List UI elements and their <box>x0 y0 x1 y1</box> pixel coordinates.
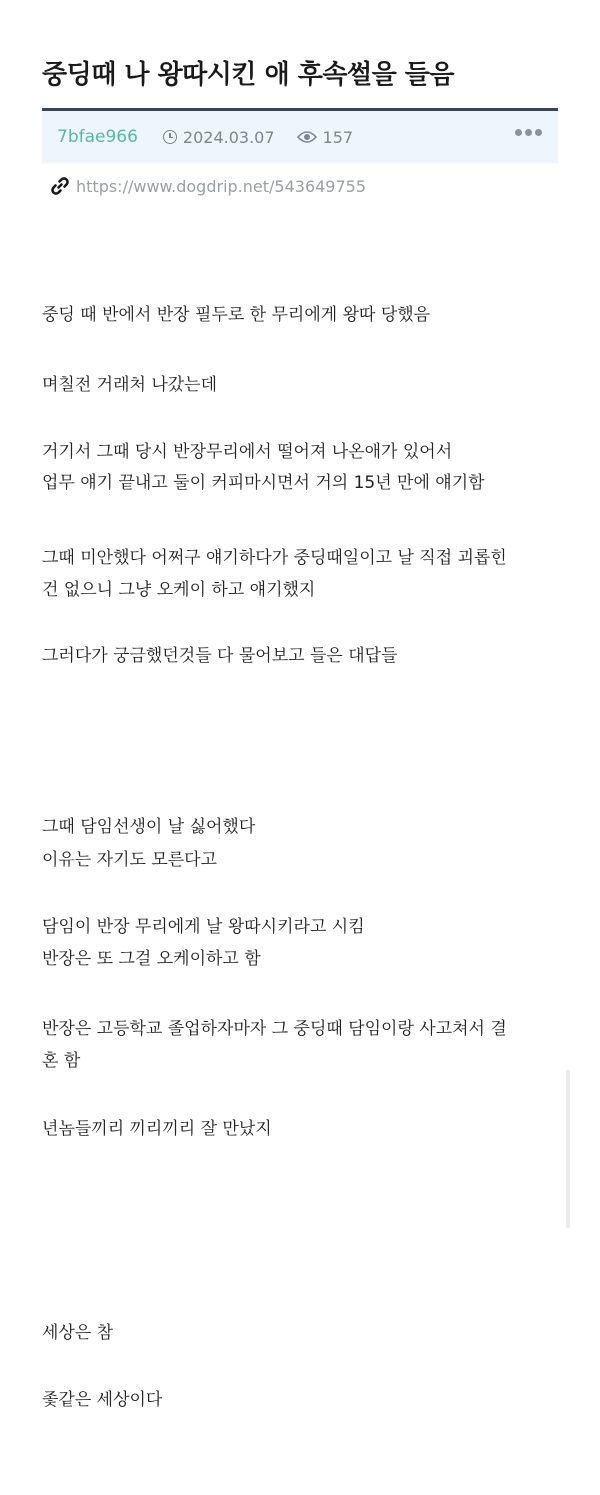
link-icon <box>50 176 70 196</box>
body-line: 중딩 때 반에서 반장 필두로 한 무리에게 왕따 당했음 <box>42 305 431 325</box>
eye-icon <box>297 130 317 144</box>
post-meta-bar <box>42 111 558 163</box>
body-line: 업무 얘기 끝내고 둘이 커피마시면서 거의 15년 만에 얘기함 <box>42 473 485 493</box>
body-line: 며칠전 거래처 나갔는데 <box>42 375 218 395</box>
body-line: 혼 함 <box>42 1051 81 1071</box>
post-url[interactable] <box>50 176 366 196</box>
url-text[interactable]: https://www.dogdrip.net/543649755 <box>76 176 367 196</box>
body-line: 좇같은 세상이다 <box>42 1390 163 1410</box>
author-name[interactable]: 7bfae966 <box>57 127 138 147</box>
scrollbar[interactable] <box>566 1070 570 1228</box>
body-line: 그러다가 궁금했던것들 다 물어보고 들은 대답들 <box>42 646 398 666</box>
views-text: 157 <box>322 127 354 147</box>
post-title: 중딩때 나 왕따시킨 애 후속썰을 들음 <box>42 60 454 90</box>
body-line: 건 없으니 그냥 오케이 하고 얘기했지 <box>42 580 316 600</box>
clock-icon <box>163 130 177 144</box>
more-dots-icon[interactable] <box>515 129 542 136</box>
body-line: 이유는 자기도 모른다고 <box>42 850 218 870</box>
body-line: 세상은 참 <box>42 1323 114 1343</box>
body-line: 거기서 그때 당시 반장무리에서 떨어져 나온애가 있어서 <box>42 442 453 462</box>
body-line: 반장은 고등학교 졸업하자마자 그 중딩때 담임이랑 사고쳐서 결 <box>42 1019 507 1039</box>
view-count <box>297 128 354 147</box>
body-line: 그때 담임선생이 날 싫어했다 <box>42 817 256 837</box>
body-line: 담임이 반장 무리에게 날 왕따시키라고 시킴 <box>42 917 365 937</box>
body-line: 그때 미안했다 어쩌구 얘기하다가 중딩때일이고 날 직접 괴롭힌 <box>42 548 507 568</box>
body-line: 년놈들끼리 끼리끼리 잘 만났지 <box>42 1119 272 1139</box>
body-line: 반장은 또 그걸 오케이하고 함 <box>42 949 261 969</box>
date-text: 2024.03.07 <box>182 127 275 147</box>
post-date <box>163 128 275 147</box>
